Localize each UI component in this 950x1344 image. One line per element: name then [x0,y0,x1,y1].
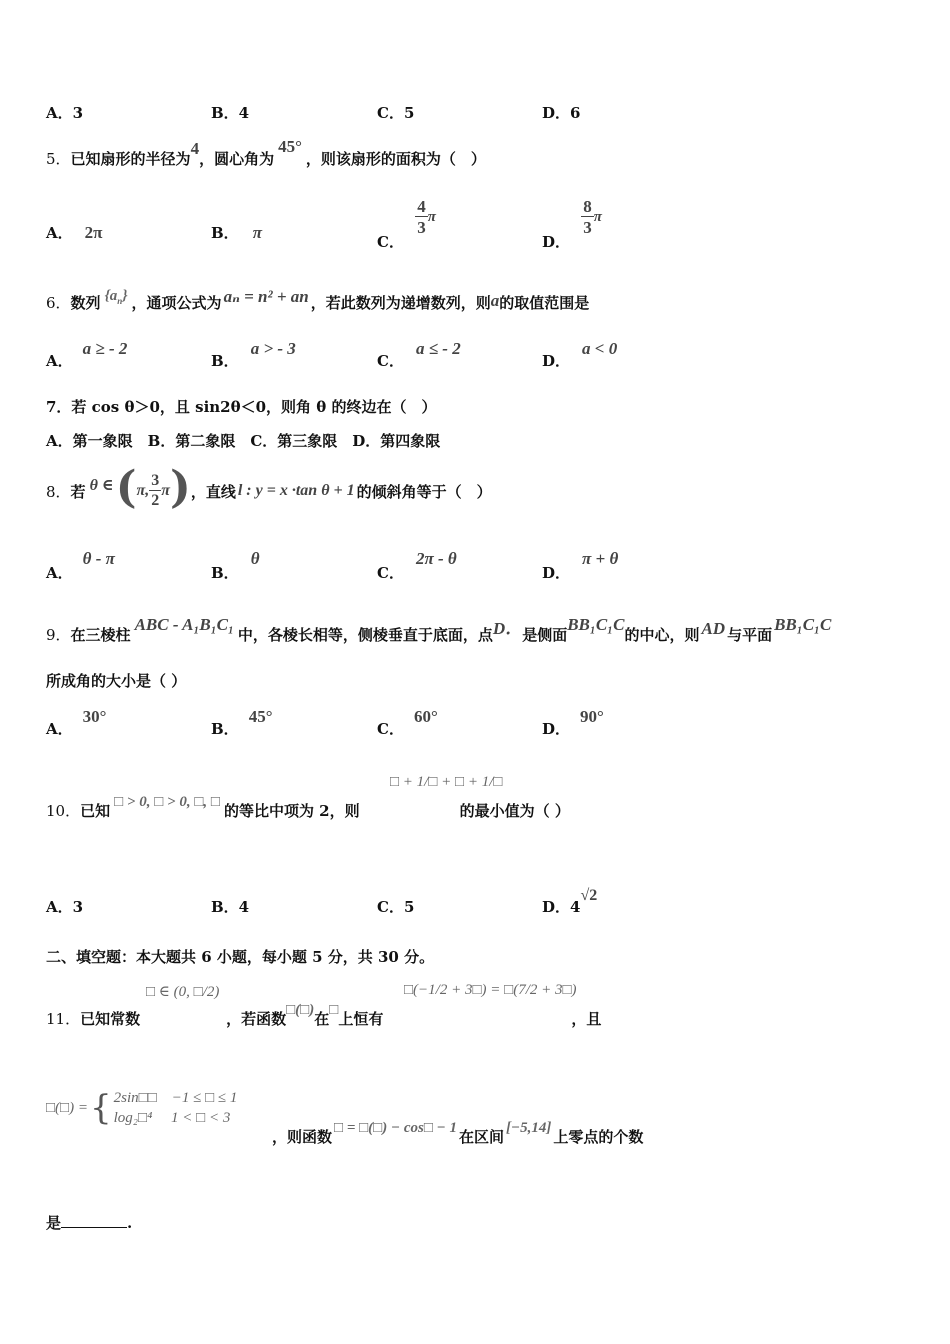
q11-answer-line: 是 . [46,1214,133,1232]
q11-condition: □ ∈ (0, □/2) [146,984,220,1000]
q11-question-line2: ，则函数 □ = □(□) − cos□ − 1 在区间 [−5,14] 上零点的个数 [272,1120,644,1146]
q9-question: 9．在三棱柱ABC - A₁B₁C₁中，各棱长相等，侧棱垂直于底面，点D．是侧面BB₁C₁C的中心，则 AD 与平面BB₁C₁C [46,615,832,644]
q11-piecewise: □(□) = { 2sin□□ −1 ≤ □ ≤ 1 log₂□⁴ 1 < □ < 3 [46,1088,238,1128]
q5-option-a: A． 2π [46,223,103,242]
q8-option-c: C．2π - θ [377,549,457,582]
q9-option-a: A．30° [46,707,107,738]
q10-option-d: D．4√2 [542,887,598,916]
q6-option-c: C．a ≤ - 2 [377,339,461,370]
q10-question: 10．已知 □ > 0, □ > 0, □, □ 的等比中项为 2，则 的最小值为（ ） [46,794,570,820]
q11-equation: □(−1/2 + 3□) = □(7/2 + 3□) [404,982,577,998]
q9-option-d: D．90° [542,707,604,738]
q10-option-c: C．5 [377,898,415,916]
q6-option-b: B．a > - 3 [211,339,296,370]
q9-option-b: B．45° [211,707,273,738]
q10-option-b: B．4 [211,898,250,916]
q6-option-a: A．a ≥ - 2 [46,339,128,370]
q5-option-b: B． π [211,223,262,242]
q5-option-c: C． $\frac{4}{3}$ π [377,197,436,251]
q6-option-d: D．a < 0 [542,339,618,370]
q4-option-b: B．4 [211,104,250,122]
q7-question: 7．若 cos θ＞0，且 sin2θ＜0，则角 θ 的终边在（ ） [46,398,437,416]
q5-option-d: D． $\frac{8}{3}$ π [542,197,602,251]
q4-option-c: C．5 [377,104,415,122]
q7-options: A．第一象限 B．第二象限 C．第三象限 D．第四象限 [46,432,441,450]
q6-question: 6．数列 $\{a_n\}$ ，通项公式为 aₙ = n² + an ，若此数列为递增数列，则a的取值范围是 [46,287,590,312]
q4-option-d: D．6 [542,104,581,122]
section-2-heading: 二、填空题：本大题共 6 小题，每小题 5 分，共 30 分。 [46,948,435,966]
answer-blank[interactable] [61,1227,127,1228]
q8-option-d: D．π + θ [542,549,619,582]
q5-question: 5．已知扇形的半径为4，圆心角为45°，则该扇形的面积为（ ） [46,137,486,168]
q10-option-a: A．3 [46,898,84,916]
q8-question: 8． 若 θ ∈ ( π, $\frac{3}{2}$ π ) ，直线 l : y = x ·tan θ + 1 的倾斜角等于（ ） [46,461,492,513]
q8-option-a: A．θ - π [46,549,115,582]
q4-option-a: A．3 [46,104,84,122]
q9-question-line2: 所成角的大小是（ ） [46,672,187,690]
q10-expression: □ + 1/□ + □ + 1/□ [390,774,503,790]
q11-question: 11．已知常数 ，若函数□(□)在□上恒有 ，且 [46,1002,602,1028]
q9-option-c: C．60° [377,707,438,738]
q8-option-b: B．θ [211,549,260,582]
